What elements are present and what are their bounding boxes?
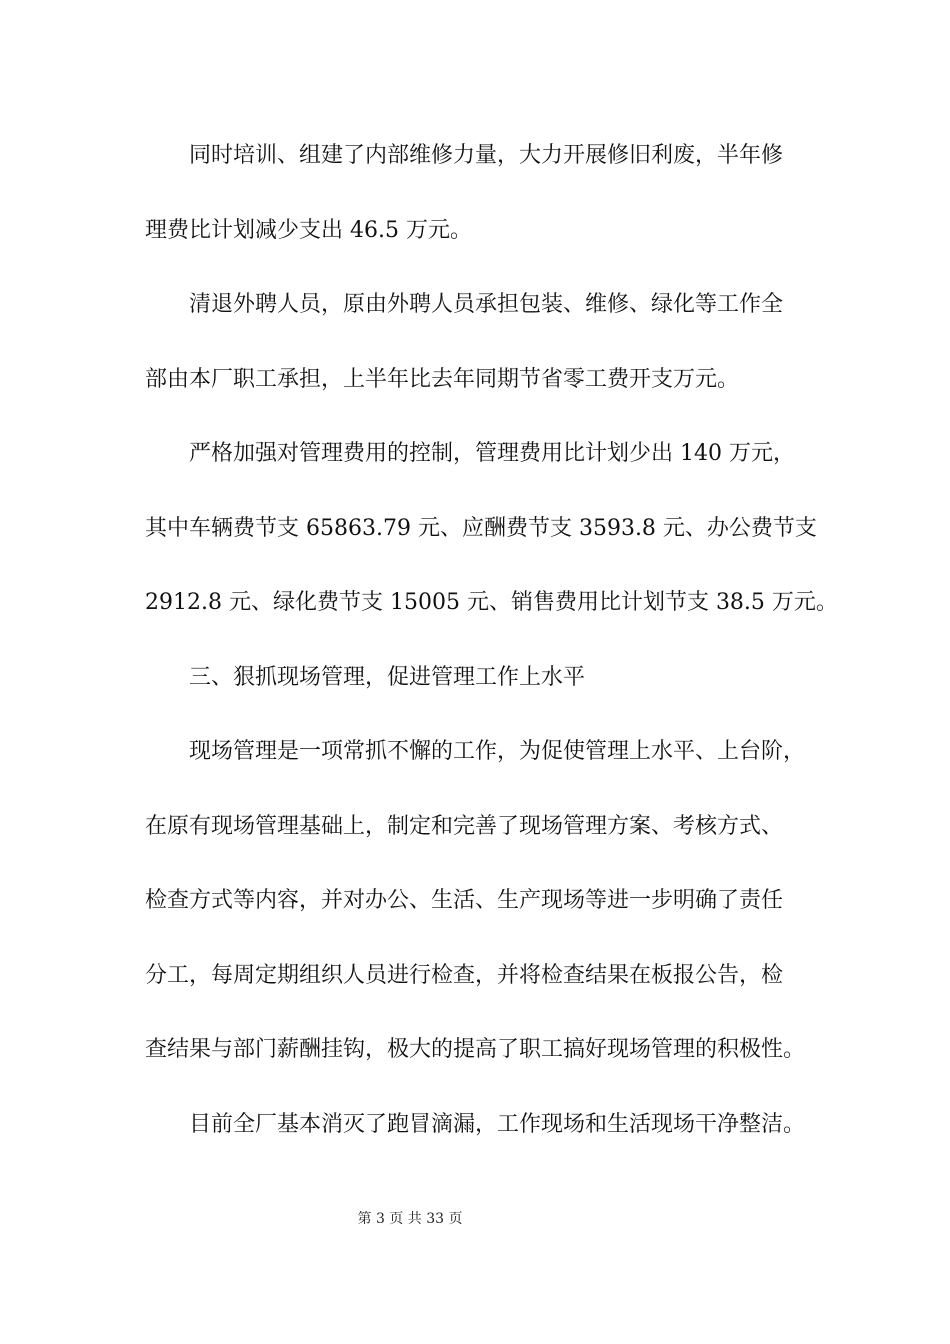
text-line-6: 其中车辆费节支 65863.79 元、应酬费节支 3593.8 元、办公费节支	[145, 516, 817, 541]
text-line-5: 严格加强对管理费用的控制，管理费用比计划少出 140 万元，	[189, 441, 795, 466]
page-number-footer: 第 3 页 共 33 页	[357, 1211, 463, 1227]
text-line-3: 清退外聘人员，原由外聘人员承担包装、维修、绿化等工作全	[189, 292, 784, 317]
text-line-14: 目前全厂基本消灭了跑冒滴漏，工作现场和生活现场干净整洁。	[189, 1112, 806, 1137]
text-line-12: 分工，每周定期组织人员进行检查，并将检查结果在板报公告，检	[145, 963, 784, 988]
section-heading: 三、狠抓现场管理，促进管理工作上水平	[189, 665, 586, 690]
text-line-13: 查结果与部门薪酬挂钩，极大的提高了职工搞好现场管理的积极性。	[145, 1037, 806, 1062]
text-line-4: 部由本厂职工承担，上半年比去年同期节省零工费开支万元。	[145, 367, 740, 392]
text-line-9: 现场管理是一项常抓不懈的工作，为促使管理上水平、上台阶，	[189, 739, 806, 764]
text-line-1: 同时培训、组建了内部维修力量，大力开展修旧利废，半年修	[189, 143, 784, 168]
text-line-7: 2912.8 元、绿化费节支 15005 元、销售费用比计划节支 38.5 万元。	[145, 590, 838, 615]
text-line-10: 在原有现场管理基础上，制定和完善了现场管理方案、考核方式、	[145, 814, 784, 839]
text-line-11: 检查方式等内容，并对办公、生活、生产现场等进一步明确了责任	[145, 888, 784, 913]
text-line-2: 理费比计划减少支出 46.5 万元。	[145, 218, 472, 243]
